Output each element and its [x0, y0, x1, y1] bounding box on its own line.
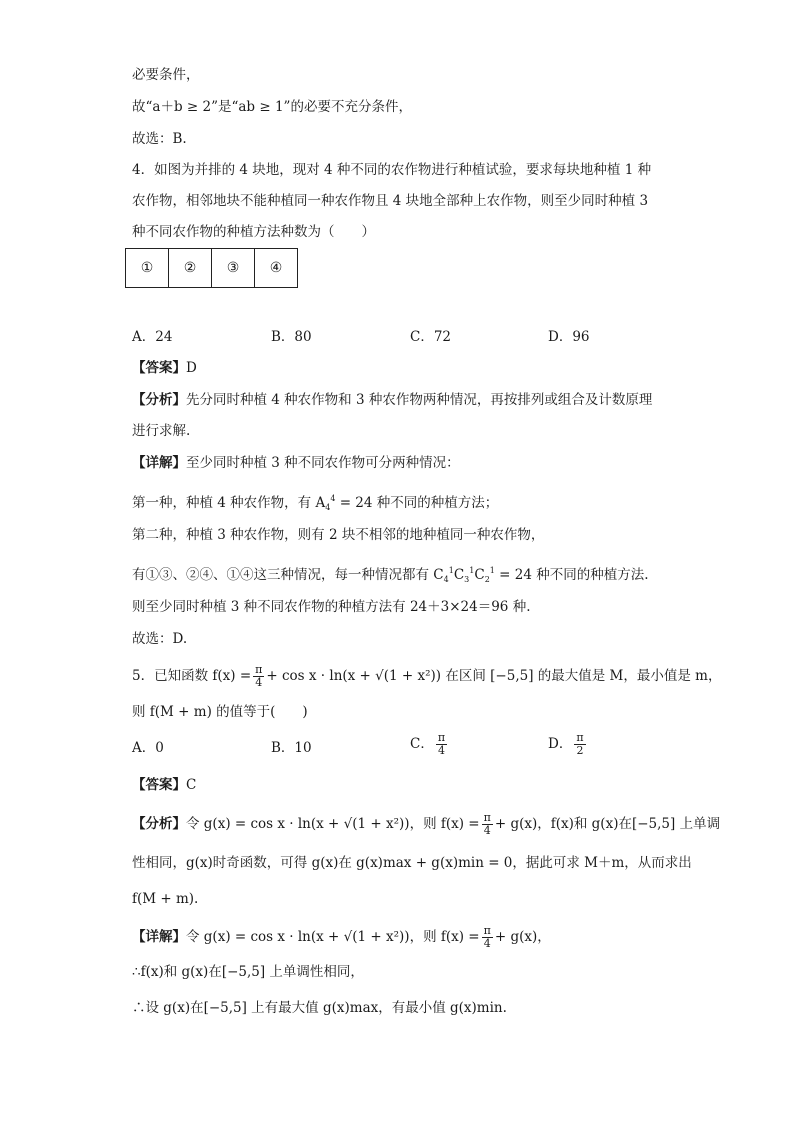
detail-line: ∴f(x)和 g(x)在[−5,5] 上单调性相同， — [132, 964, 364, 980]
option-label: C． — [410, 736, 434, 752]
frac-den: 4 — [483, 824, 491, 837]
option-d — [548, 732, 588, 757]
frac-num: π — [483, 811, 491, 824]
plot-diagram — [125, 248, 298, 288]
detail-text: 至少同时种植 3 种不同农作物可分两种情况： — [186, 455, 460, 471]
text-line: 故“a＋b ≥ 2”是“ab ≥ 1”的必要不充分条件， — [132, 99, 412, 115]
analysis-text: 先分同时种植 4 种农作物和 3 种农作物两种情况，再按排列或组合及计数原理 — [186, 392, 653, 408]
frac-num: π — [255, 663, 263, 676]
option-label: D． — [548, 736, 573, 752]
frac-num: π — [483, 924, 491, 937]
perm-index: 4 — [325, 503, 331, 512]
frac-den: 4 — [255, 676, 263, 689]
perm-index: 4 — [330, 494, 336, 503]
analysis-text: + g(x)，f(x)和 g(x)在[−5,5] 上单调 — [494, 816, 721, 832]
frac-num: π — [576, 731, 584, 744]
detail-line — [132, 488, 498, 519]
question-5-text — [132, 664, 721, 689]
comb-index: 3 — [464, 575, 470, 584]
detail-text: 第一种，种植 4 种农作物，有 A — [132, 495, 326, 511]
answer-tag: 【答案】 — [132, 360, 186, 376]
detail-line — [132, 452, 460, 474]
detail-line — [132, 925, 551, 950]
option-c: C．72 — [410, 329, 452, 345]
q5-text: 5．已知函数 f(x) = — [132, 668, 252, 684]
frac-den: 4 — [483, 937, 491, 950]
analysis-line: 进行求解. — [132, 423, 191, 439]
detail-text: = 24 种不同的种植方法. — [494, 567, 649, 583]
answer-value: D — [186, 360, 197, 376]
q5-text: + cos x · ln(x + √(1 + x²)) 在区间 [−5,5] 的最大值是 M，最小值是 m， — [266, 668, 722, 684]
frac-num: π — [437, 731, 446, 744]
analysis-tag: 【分析】 — [132, 816, 186, 832]
detail-text: 令 g(x) = cos x · ln(x + √(1 + x²))，则 f(x) = — [186, 929, 480, 945]
option-b: B．10 — [271, 740, 312, 756]
analysis-line: 性相同，g(x)时奇函数，可得 g(x)在 g(x)max + g(x)min = 0，据此可求 M＋m，从而求出 — [132, 855, 692, 871]
plot-cell: ③ — [212, 249, 255, 287]
option-d: D．96 — [548, 329, 590, 345]
fraction — [482, 925, 493, 950]
choose-line: 故选：D. — [132, 631, 188, 647]
comb-index: 1 — [469, 566, 475, 575]
detail-text: 有①③、②④、①④这三种情况，每一种情况都有 C — [132, 567, 444, 583]
fraction — [482, 812, 493, 837]
option-c — [410, 732, 449, 757]
question-4-text: 种不同农作物的种植方法种数为（ ） — [132, 224, 375, 240]
analysis-line — [132, 812, 720, 837]
comb-index: 1 — [448, 566, 454, 575]
plot-cell: ① — [126, 249, 169, 287]
fraction — [436, 732, 447, 757]
question-5-text: 则 f(M + m) 的值等于( ) — [132, 704, 308, 720]
fraction — [253, 664, 264, 689]
answer-line — [132, 774, 196, 796]
comb-index: 2 — [484, 575, 490, 584]
detail-line: 有①③、②④、①④这三种情况，每一种情况都有 $C_4^1C_3^1C_2^1 = 24$ 种不同的种植方法. — [132, 566, 649, 584]
analysis-line — [132, 389, 652, 411]
comb-index: 4 — [443, 575, 449, 584]
option-a: A．24 — [132, 329, 173, 345]
option-b: B．80 — [271, 329, 312, 345]
analysis-line: f(M + m). — [132, 891, 199, 907]
question-4-text: 农作物，相邻地块不能种植同一种农作物且 4 块地全部种上农作物，则至少同时种植 3 — [132, 193, 649, 209]
text-line: 必要条件， — [132, 67, 200, 83]
detail-tag: 【详解】 — [132, 929, 186, 945]
analysis-tag: 【分析】 — [132, 392, 186, 408]
detail-tag: 【详解】 — [132, 455, 186, 471]
detail-text: + g(x)， — [494, 929, 551, 945]
answer-tag: 【答案】 — [132, 777, 186, 793]
plot-cell: ② — [169, 249, 212, 287]
analysis-text: 令 g(x) = cos x · ln(x + √(1 + x²))，则 f(x) = — [186, 816, 480, 832]
text-line: 故选：B. — [132, 131, 187, 147]
option-a: A．0 — [132, 740, 164, 756]
detail-text: = 24 种不同的种植方法； — [335, 495, 499, 511]
detail-line: 则至少同时种植 3 种不同农作物的种植方法有 24＋3×24＝96 种. — [132, 599, 531, 615]
answer-line — [132, 357, 197, 379]
comb-index: 1 — [489, 566, 495, 575]
fraction — [574, 732, 585, 757]
detail-line: 第二种，种植 3 种农作物，则有 2 块不相邻的地种植同一种农作物， — [132, 527, 545, 543]
frac-den: 4 — [437, 744, 445, 757]
frac-den: 2 — [576, 744, 584, 757]
answer-value: C — [186, 777, 197, 793]
plot-cell: ④ — [269, 260, 283, 276]
detail-line: ∴设 g(x)在[−5,5] 上有最大值 g(x)max，有最小值 g(x)min. — [132, 1000, 507, 1016]
question-4-text: 4．如图为并排的 4 块地，现对 4 种不同的农作物进行种植试验，要求每块地种植 1 种 — [132, 162, 652, 178]
